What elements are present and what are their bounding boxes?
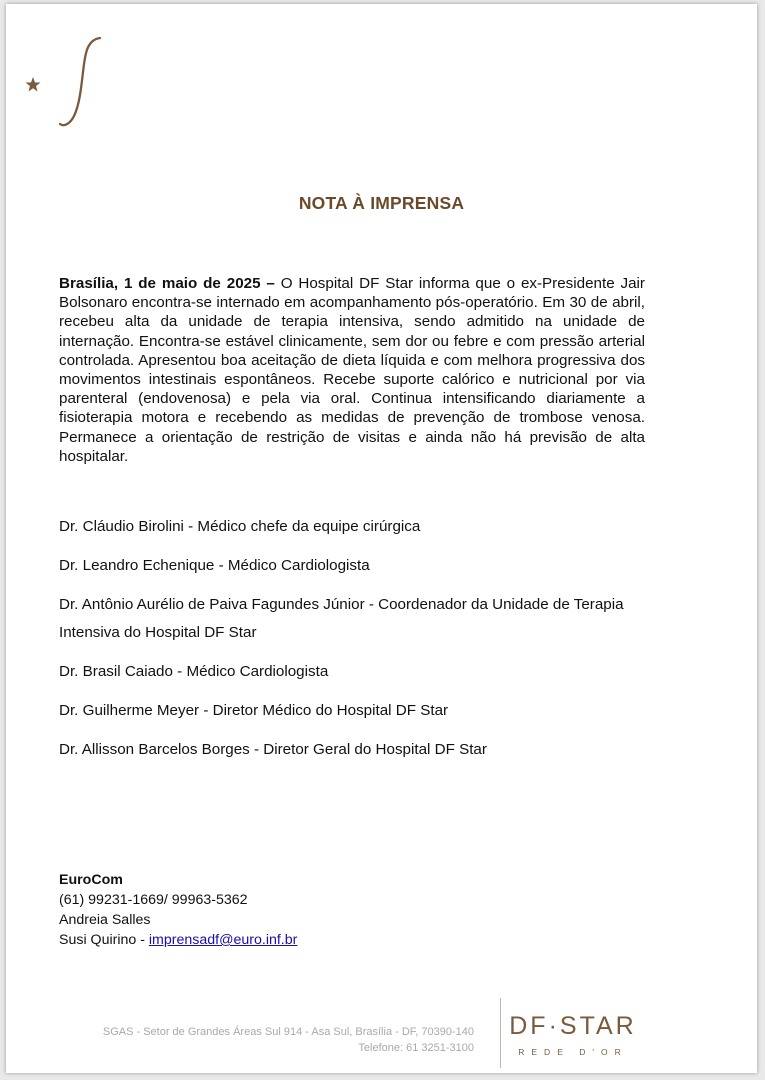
brand-subtitle: REDE D'OR [518,1047,628,1057]
page-title: NOTA À IMPRENSA [298,193,465,213]
document-page [6,4,757,1073]
footer-divider [500,998,501,1068]
footer-address-block [103,1024,474,1056]
footer-address: SGAS - Setor de Grandes Áreas Sul 914 - Asa Sul, Brasília - DF, 70390-140 [102,1026,474,1038]
signatory: Dr. Brasil Caiado - Médico Cardiologista [59,663,329,680]
contact-email-link[interactable]: imprensadf@euro.inf.br [148,932,298,948]
footer-phone: Telefone: 61 3251-3100 [358,1042,474,1054]
signatory: Dr. Cláudio Birolini - Médico chefe da equipe cirúrgica [59,518,421,535]
signatory: Dr. Guilherme Meyer - Diretor Médico do Hospital DF Star [59,702,449,719]
press-contact [59,870,297,950]
contact-name: Andreia Salles [59,912,151,928]
body-text: O Hospital DF Star informa que o ex-Presidente Jair Bolsonaro encontra-se internado em acompanhamento pós-operatório. Em 30 de abril, recebeu alta da unidade de terapia intensiva, sendo admitido na unidade de internação. Encontra-se estável clinicamente, sem dor ou febre e com pressão arterial controlada. Apresentou boa aceitação de dieta líquida e com melhora progressiva dos movimentos intestinais espontâneos. Recebe suporte calórico e nutricional por via parenteral (endovenosa) e pela via oral. Continua intensificando diariamente a fisioterapia motora e recebendo as medidas de prevenção de trombose venosa. Permanece a orientação de restrição de visitas e ainda não há previsão de alta hospitalar. [59,275,645,465]
contact-phones: (61) 99231-1669/ 99963-5362 [59,892,248,908]
contact-line [59,930,297,950]
signatory: Dr. Allisson Barcelos Borges - Diretor Geral do Hospital DF Star [59,741,487,758]
brand-name: DF·STAR [509,1012,637,1040]
signatory: Dr. Antônio Aurélio de Paiva Fagundes Júnior - Coordenador da Unidade de Terapia Intensiva do Hospital DF Star [59,596,624,641]
press-release-body [59,274,645,466]
dateline: Brasília, 1 de maio de 2025 – [59,275,275,292]
signatories-list [59,513,699,764]
signatory: Dr. Leandro Echenique - Médico Cardiologista [59,557,370,574]
star-logo-icon [22,32,102,137]
brand-logo [508,1012,638,1057]
contact-org: EuroCom [59,872,123,888]
contact-name: Susi Quirino - [59,932,149,948]
